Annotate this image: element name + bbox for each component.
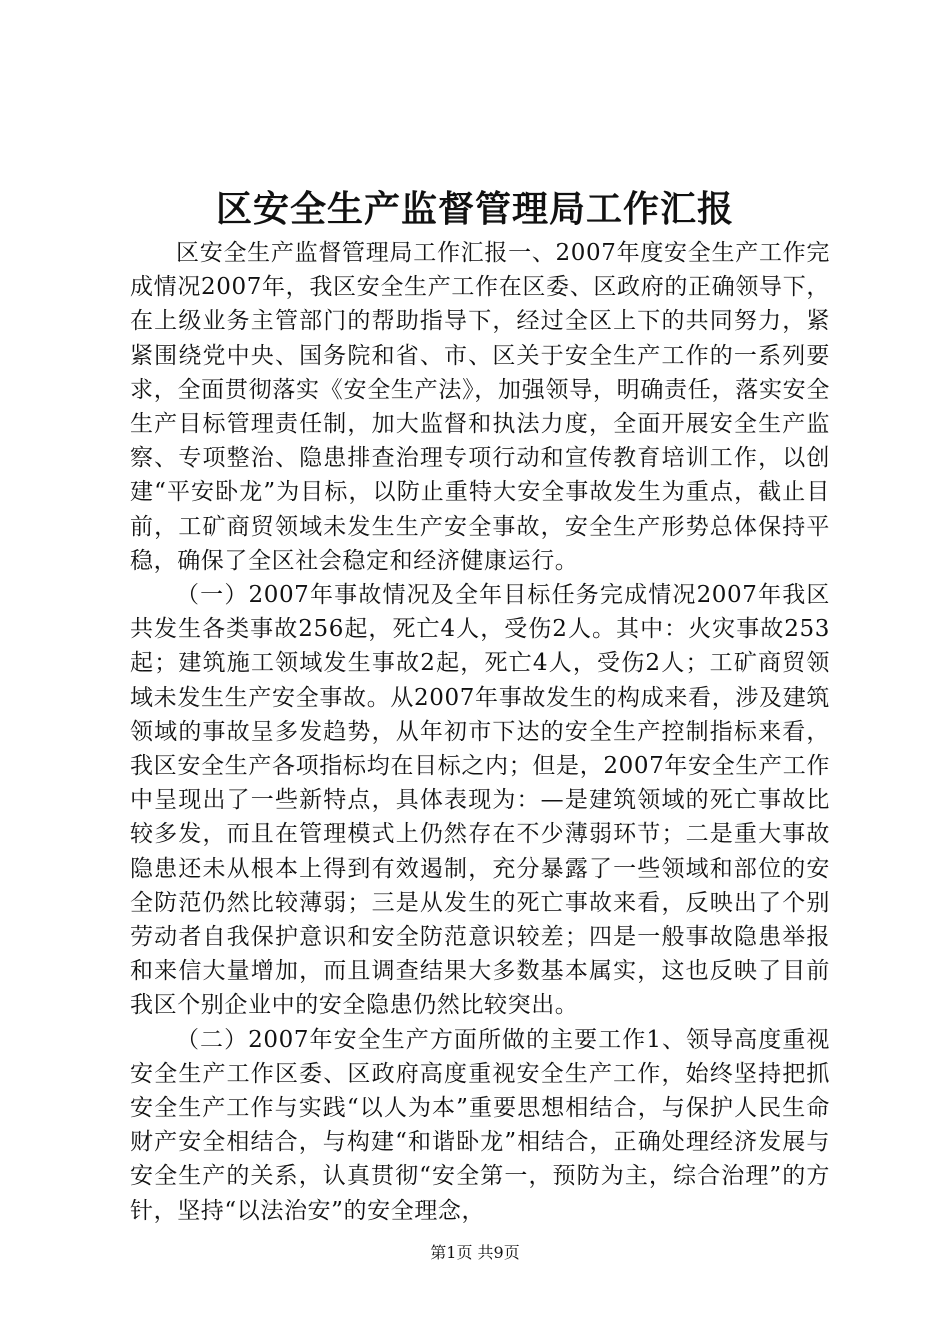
document-title: 区安全生产监督管理局工作汇报 — [215, 188, 734, 230]
paragraph-main-work: （二）2007年安全生产方面所做的主要工作1、领导高度重视安全生产工作区委、区政府高度重视安全生产工作，始终坚持把抓安全生产工作与实践“以人为本”重要思想相结合，与保护人民生命财产安全相结合，与构建“和谐卧龙”相结合，正确处理经济发展与安全生产的关系，认真贯彻“安全第一，预防为主，综合治理”的方针，坚持“以法治安”的安全理念， — [130, 1026, 830, 1224]
page-number-footer: 第1页 共9页 — [430, 1243, 520, 1262]
paragraph-accident-summary: （一）2007年事故情况及全年目标任务完成情况2007年我区共发生各类事故256起，死亡4人，受伤2人。其中：火灾事故253起；建筑施工领域发生事故2起，死亡4人，受伤2人；工矿商贸领域未发生生产安全事故。从2007年事故发生的构成来看，涉及建筑领域的事故呈多发趋势，从年初市下达的安全生产控制指标来看，我区安全生产各项指标均在目标之内；但是，2007年安全生产工作中呈现出了一些新特点，具体表现为：—是建筑领域的死亡事故比较多发，而且在管理模式上仍然存在不少薄弱环节；二是重大事故隐患还未从根本上得到有效遏制，充分暴露了一些领域和部位的安全防范仍然比较薄弱；三是从发生的死亡事故来看，反映出了个别劳动者自我保护意识和安全防范意识较差；四是一般事故隐患举报和来信大量增加，而且调查结果大多数基本属实，这也反映了目前我区个别企业中的安全隐患仍然比较突出。 — [130, 582, 830, 1019]
document-body — [130, 236, 830, 1228]
paragraph-intro: 区安全生产监督管理局工作汇报一、2007年度安全生产工作完成情况2007年，我区安全生产工作在区委、区政府的正确领导下，在上级业务主管部门的帮助指导下，经过全区上下的共同努力，紧紧围绕党中央、国务院和省、市、区关于安全生产工作的一系列要求，全面贯彻落实《安全生产法》，加强领导，明确责任，落实安全生产目标管理责任制，加大监督和执法力度，全面开展安全生产监察、专项整治、隐患排查治理专项行动和宣传教育培训工作，以创建“平安卧龙”为目标，以防止重特大安全事故发生为重点，截止目前，工矿商贸领域未发生生产安全事故，安全生产形势总体保持平稳，确保了全区社会稳定和经济健康运行。 — [130, 240, 830, 574]
